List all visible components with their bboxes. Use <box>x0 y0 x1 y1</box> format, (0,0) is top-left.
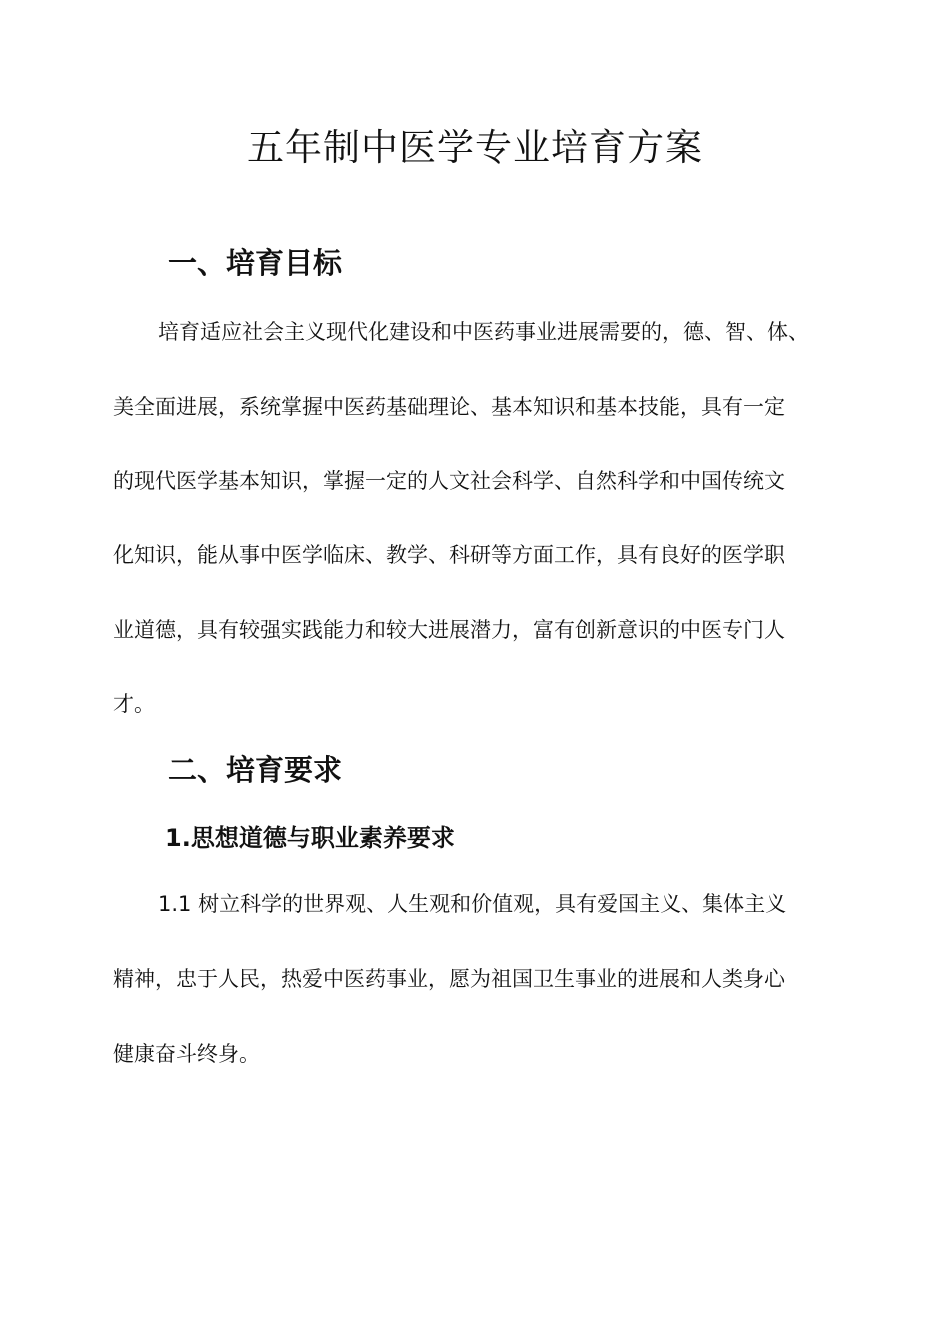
section-heading-training-requirements: 二、培育要求 <box>168 753 343 787</box>
paragraph-line: 培育适应社会主义现代化建设和中医药事业进展需要的，德、智、体、 <box>158 320 809 344</box>
section-heading-training-goals: 一、培育目标 <box>168 246 343 280</box>
paragraph-line: 健康奋斗终身。 <box>113 1042 260 1066</box>
subsection-heading-ethics: 1.思想道德与职业素养要求 <box>165 824 455 852</box>
paragraph-line: 的现代医学基本知识，掌握一定的人文社会科学、自然科学和中国传统文 <box>113 469 785 493</box>
paragraph-line: 1.1 树立科学的世界观、人生观和价值观，具有爱国主义、集体主义 <box>158 892 787 916</box>
paragraph-line: 精神，忠于人民，热爱中医药事业，愿为祖国卫生事业的进展和人类身心 <box>113 967 785 991</box>
paragraph-line: 业道德，具有较强实践能力和较大进展潜力，富有创新意识的中医专门人 <box>113 618 785 642</box>
document-title: 五年制中医学专业培育方案 <box>247 126 703 169</box>
paragraph-line: 才。 <box>113 692 155 716</box>
paragraph-line: 化知识，能从事中医学临床、教学、科研等方面工作，具有良好的医学职 <box>113 543 785 567</box>
paragraph-line: 美全面进展，系统掌握中医药基础理论、基本知识和基本技能，具有一定 <box>113 395 785 419</box>
